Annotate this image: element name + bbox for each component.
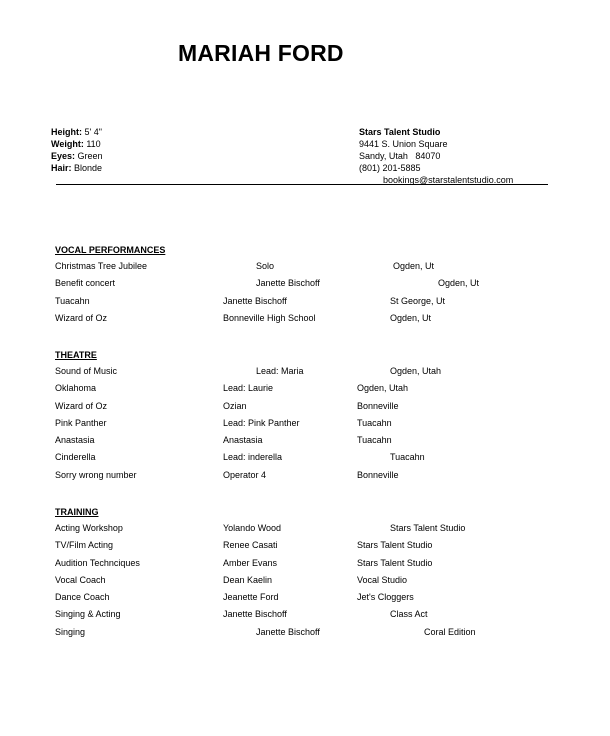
section-theatre — [55, 349, 555, 487]
row-title: Anastasia — [55, 435, 95, 446]
row-title: Tuacahn — [55, 295, 90, 306]
eyes-line — [51, 150, 103, 162]
section-rows — [55, 523, 555, 644]
row-role: Lead: Pink Panther — [223, 417, 300, 428]
row-role: Janette Bischoff — [223, 609, 287, 620]
row-title: Dance Coach — [55, 592, 110, 603]
row-location: Tuacahn — [357, 417, 392, 428]
row-title: Vocal Coach — [55, 574, 106, 585]
table-row — [55, 627, 555, 644]
row-location: Ogden, Ut — [393, 261, 435, 271]
table-row — [55, 401, 555, 418]
row-location: Class Act — [390, 609, 428, 620]
agency-email: bookings@starstalentstudio.com — [383, 175, 514, 185]
row-title: Christmas Tree Jubilee — [55, 261, 148, 271]
row-title: Wizard of Oz — [55, 312, 108, 323]
table-row — [55, 418, 555, 435]
row-role: Bonneville High School — [223, 312, 316, 323]
height-value: 5' 4" — [82, 127, 102, 137]
row-location: Coral Edition — [424, 626, 476, 637]
row-role: Lead: Maria — [256, 366, 304, 376]
row-role: Yolando Wood — [223, 523, 282, 533]
hair-line — [51, 162, 103, 174]
header-divider — [56, 184, 548, 185]
row-role: Lead: inderella — [223, 452, 283, 463]
section-training — [55, 506, 555, 644]
row-location: Stars Talent Studio — [357, 557, 433, 568]
eyes-value: Green — [75, 151, 103, 161]
table-row — [55, 366, 555, 383]
row-title: Benefit concert — [55, 278, 116, 289]
hair-value: Blonde — [71, 163, 103, 173]
height-label: Height: — [51, 127, 82, 137]
row-location: Tuacahn — [390, 452, 425, 463]
hair-label: Hair: — [51, 163, 72, 173]
table-row — [55, 452, 555, 469]
row-location: Ogden, Utah — [390, 366, 442, 376]
section-title: TRAINING — [55, 507, 99, 517]
row-role: Amber Evans — [223, 557, 278, 568]
row-title: Audition Technciques — [55, 557, 140, 568]
weight-line — [51, 138, 103, 150]
table-row — [55, 575, 555, 592]
row-role: Solo — [256, 261, 275, 271]
table-row — [55, 609, 555, 626]
weight-value: 110 — [83, 139, 101, 149]
row-location: Bonneville — [357, 469, 399, 480]
row-location: Stars Talent Studio — [390, 523, 466, 533]
row-role: Operator 4 — [223, 469, 267, 480]
resume-name: MARIAH FORD — [178, 40, 344, 66]
agency-name: Stars Talent Studio — [359, 127, 441, 137]
row-location: Stars Talent Studio — [357, 540, 433, 551]
section-rows — [55, 261, 555, 330]
section-vocal-performances — [55, 244, 555, 330]
table-row — [55, 313, 555, 330]
row-location: Ogden, Ut — [390, 312, 432, 323]
table-row — [55, 470, 555, 487]
row-role: Anastasia — [223, 435, 263, 446]
table-row — [55, 278, 555, 295]
row-title: TV/Film Acting — [55, 540, 114, 551]
table-row — [55, 435, 555, 452]
agency-address-line1: 9441 S. Union Square — [359, 139, 448, 149]
eyes-label: Eyes: — [51, 151, 76, 161]
row-title: Sorry wrong number — [55, 469, 137, 480]
row-location: Vocal Studio — [357, 574, 408, 585]
row-role: Janette Bischoff — [223, 295, 287, 306]
section-title: VOCAL PERFORMANCES — [55, 245, 166, 255]
physical-stats — [51, 126, 103, 174]
agency-address-line2: Sandy, Utah 84070 — [359, 151, 441, 161]
agency-contact — [359, 126, 513, 186]
section-title: THEATRE — [55, 350, 97, 360]
table-row — [55, 592, 555, 609]
row-title: Acting Workshop — [55, 523, 123, 533]
agency-phone: (801) 201-5885 — [359, 163, 421, 173]
row-location: Tuacahn — [357, 435, 392, 446]
row-location: Jet's Cloggers — [357, 592, 414, 603]
table-row — [55, 383, 555, 400]
row-title: Wizard of Oz — [55, 400, 108, 411]
row-role: Jeanette Ford — [223, 592, 279, 603]
row-title: Cinderella — [55, 452, 96, 463]
row-title: Singing & Acting — [55, 609, 121, 620]
table-row — [55, 261, 555, 278]
row-role: Ozian — [223, 400, 247, 411]
row-title: Oklahoma — [55, 383, 97, 394]
table-row — [55, 558, 555, 575]
row-role: Janette Bischoff — [256, 278, 320, 289]
row-title: Pink Panther — [55, 417, 107, 428]
row-role: Lead: Laurie — [223, 383, 274, 394]
section-rows — [55, 366, 555, 487]
weight-label: Weight: — [51, 139, 84, 149]
row-location: Ogden, Ut — [438, 278, 480, 289]
table-row — [55, 296, 555, 313]
row-title: Singing — [55, 626, 86, 637]
row-location: Bonneville — [357, 400, 399, 411]
row-role: Dean Kaelin — [223, 574, 273, 585]
row-role: Renee Casati — [223, 540, 278, 551]
row-role: Janette Bischoff — [256, 626, 320, 637]
row-location: Ogden, Utah — [357, 383, 409, 394]
row-location: St George, Ut — [390, 295, 446, 306]
height-line — [51, 126, 103, 138]
table-row — [55, 540, 555, 557]
row-title: Sound of Music — [55, 366, 118, 376]
table-row — [55, 523, 555, 540]
